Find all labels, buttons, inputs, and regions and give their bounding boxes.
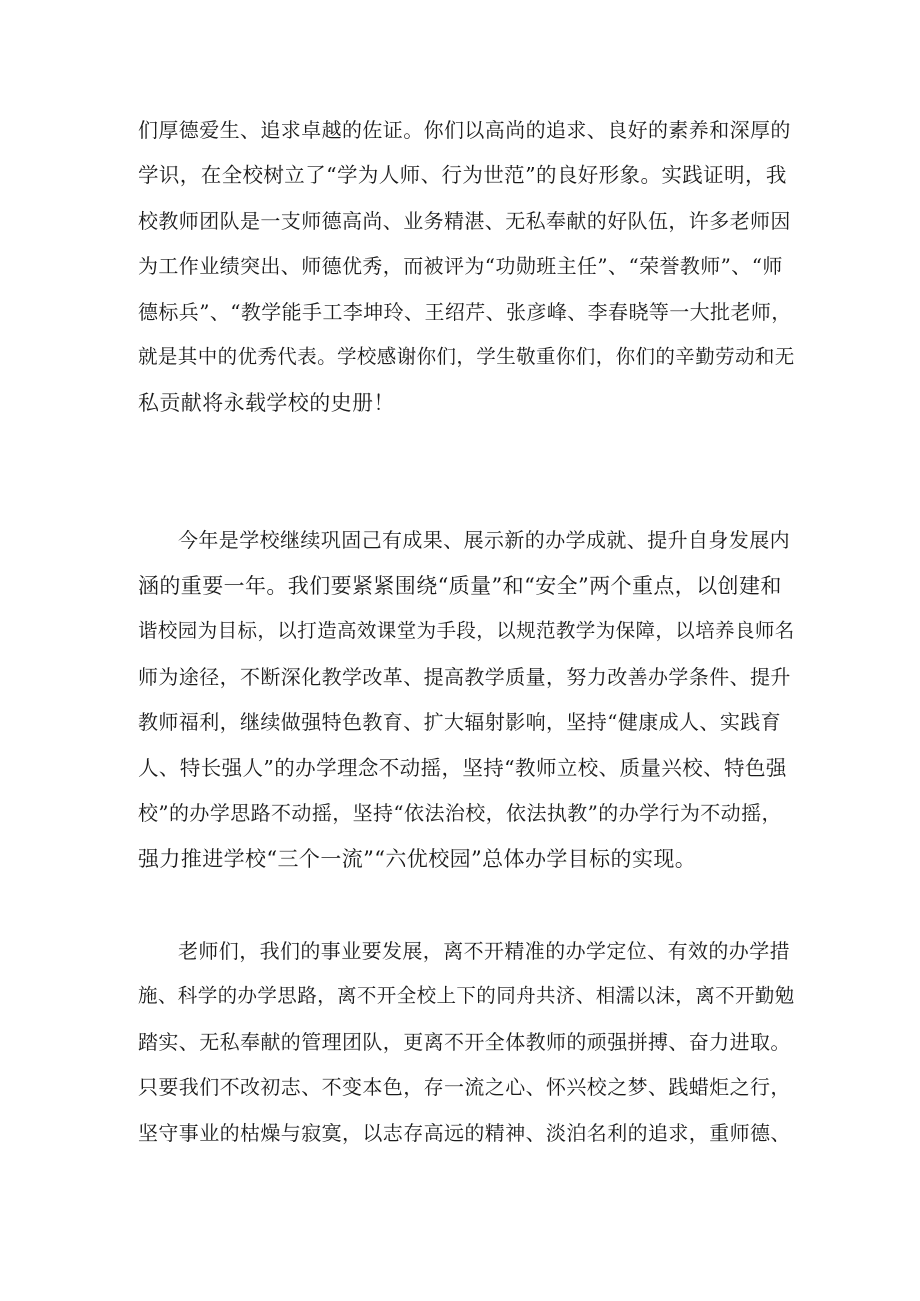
paragraph-3-line-4: 只要我们不改初志、不变本色，存一流之心、怀兴校之梦、践蜡炬之行， <box>138 1075 791 1099</box>
paragraph-2-line-6: 人、特长强人”的办学理念不动摇，坚持“教师立校、质量兴校、特色强 <box>138 756 787 780</box>
paragraph-1-line-7: 私贡献将永载学校的史册！ <box>138 391 395 415</box>
paragraph-1-line-3: 校教师团队是一支师德高尚、业务精湛、无私奉献的好队伍，许多老师因 <box>138 209 791 233</box>
paragraph-2-line-3: 谐校园为目标，以打造高效课堂为手段，以规范教学为保障，以培养良师名 <box>138 619 795 642</box>
paragraph-3-line-3: 踏实、无私奉献的管理团队，更离不开全体教师的顽强拼搏、奋力进取。 <box>138 1030 791 1054</box>
paragraph-1-line-5: 德标兵”、“教学能手工李坤玲、王绍芹、张彦峰、李春晓等一大批老师， <box>138 300 792 324</box>
paragraph-3-line-5: 坚守事业的枯燥与寂寞，以志存高远的精神、淡泊名利的追求，重师德、 <box>138 1121 791 1145</box>
paragraph-2-line-4: 师为途径，不断深化教学改革、提高教学质量，努力改善办学条件、提升 <box>138 665 791 689</box>
paragraph-3-line-1: 老师们，我们的事业要发展，离不开精准的办学定位、有效的办学措 <box>178 939 790 963</box>
paragraph-1-line-1: 们厚德爱生、追求卓越的佐证。你们以高尚的追求、良好的素养和深厚的 <box>138 118 791 142</box>
paragraph-2-line-8: 强力推进学校“三个一流”“六优校园”总体办学目标的实现。 <box>138 847 697 871</box>
paragraph-2-line-2: 涵的重要一年。我们要紧紧围绕“质量”和“安全”两个重点，以创建和 <box>138 574 782 598</box>
paragraph-3-line-2: 施、科学的办学思路，离不开全校上下的同舟共济、相濡以沫，离不开勤勉 <box>138 984 795 1007</box>
paragraph-1-line-2: 学识，在全校树立了“学为人师、行为世范”的良好形象。实践证明，我 <box>138 163 787 187</box>
paragraph-1-line-6: 就是其中的优秀代表。学校感谢你们，学生敬重你们，你们的辛勤劳动和无 <box>138 345 795 368</box>
paragraph-1-line-4: 为工作业绩突出、师德优秀，而被评为“功勋班主任”、“荣誉教师”、“师 <box>138 254 783 278</box>
paragraph-2-line-1: 今年是学校继续巩固己有成果、展示新的办学成就、提升自身发展内 <box>178 528 790 552</box>
paragraph-2-line-5: 教师福利，继续做强特色教育、扩大辐射影响，坚持“健康成人、实践育 <box>138 710 782 734</box>
paragraph-2-line-7: 校”的办学思路不动摇，坚持“依法治校，依法执教”的办学行为不动摇， <box>138 801 782 825</box>
